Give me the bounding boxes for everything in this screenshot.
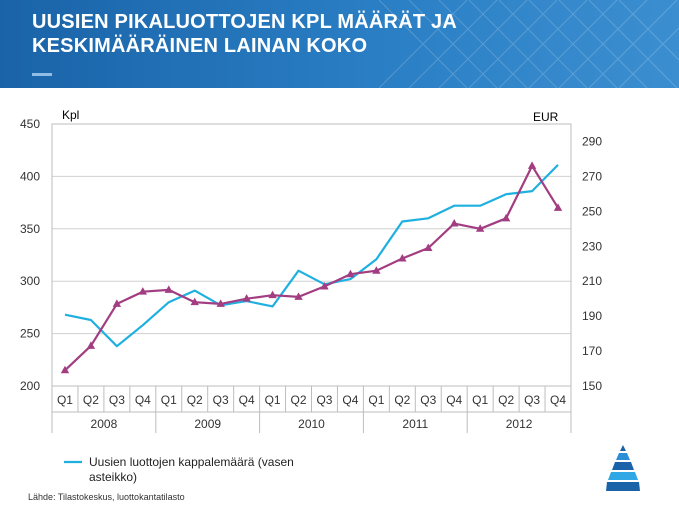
year-label: 2012	[505, 417, 533, 431]
quarter-label: Q3	[316, 393, 333, 407]
quarter-label: Q3	[108, 393, 125, 407]
right-tick-label: 150	[582, 379, 603, 393]
title-line-2: KESKIMÄÄRÄINEN LAINAN KOKO	[32, 35, 368, 57]
header-banner	[0, 0, 679, 88]
quarter-label: Q1	[160, 393, 177, 407]
quarter-label: Q2	[498, 393, 515, 407]
legend-label-line-1: Uusien luottojen kappalemäärä (vasen	[89, 455, 294, 469]
left-tick-label: 300	[19, 274, 40, 289]
series-line-left	[65, 165, 558, 346]
left-tick-label: 250	[19, 326, 40, 341]
quarter-label: Q4	[550, 393, 567, 407]
right-tick-label: 270	[582, 169, 603, 184]
left-axis-label: Kpl	[62, 108, 80, 122]
quarter-label: Q1	[368, 393, 385, 407]
series-line-right	[65, 166, 558, 370]
quarter-label: Q4	[134, 393, 151, 407]
data-point-marker	[528, 161, 536, 169]
left-tick-label: 350	[19, 221, 40, 236]
left-tick-label: 450	[19, 117, 40, 131]
quarter-label: Q4	[342, 393, 359, 407]
quarter-label: Q4	[238, 393, 255, 407]
title-line-1: UUSIEN PIKALUOTTOJEN KPL MÄÄRÄT JA	[32, 11, 457, 33]
quarter-label: Q2	[186, 393, 203, 407]
right-tick-label: 230	[582, 239, 603, 254]
data-point-marker	[450, 219, 458, 227]
right-tick-label: 290	[582, 134, 603, 149]
quarter-label: Q1	[264, 393, 281, 407]
year-label: 2010	[298, 417, 325, 431]
quarter-label: Q4	[446, 393, 463, 407]
combo-line-chart	[0, 88, 679, 488]
quarter-label: Q3	[524, 393, 541, 407]
right-tick-label: 170	[582, 344, 603, 359]
quarter-label: Q2	[82, 393, 99, 407]
quarter-label: Q2	[394, 393, 411, 407]
quarter-label: Q3	[420, 393, 437, 407]
quarter-label: Q1	[472, 393, 489, 407]
right-axis-label: EUR	[533, 110, 559, 124]
source-note: Lähde: Tilastokeskus, luottokantatilasto	[28, 492, 185, 502]
left-tick-label: 400	[19, 169, 40, 184]
quarter-label: Q3	[212, 393, 229, 407]
right-tick-label: 190	[582, 309, 603, 324]
year-label: 2008	[90, 417, 118, 431]
triangle-stack-logo-icon	[606, 445, 640, 493]
legend-label-line-2: asteikko)	[89, 470, 138, 484]
right-tick-label: 250	[582, 204, 603, 219]
left-tick-label: 200	[19, 379, 40, 393]
plot-area	[52, 124, 571, 386]
year-label: 2011	[402, 417, 429, 431]
right-tick-label: 210	[582, 274, 603, 289]
quarter-label: Q2	[290, 393, 307, 407]
page-title	[32, 10, 632, 58]
title-underline	[32, 73, 52, 76]
year-label: 2009	[194, 417, 222, 431]
data-point-marker	[502, 214, 510, 222]
quarter-label: Q1	[56, 393, 73, 407]
